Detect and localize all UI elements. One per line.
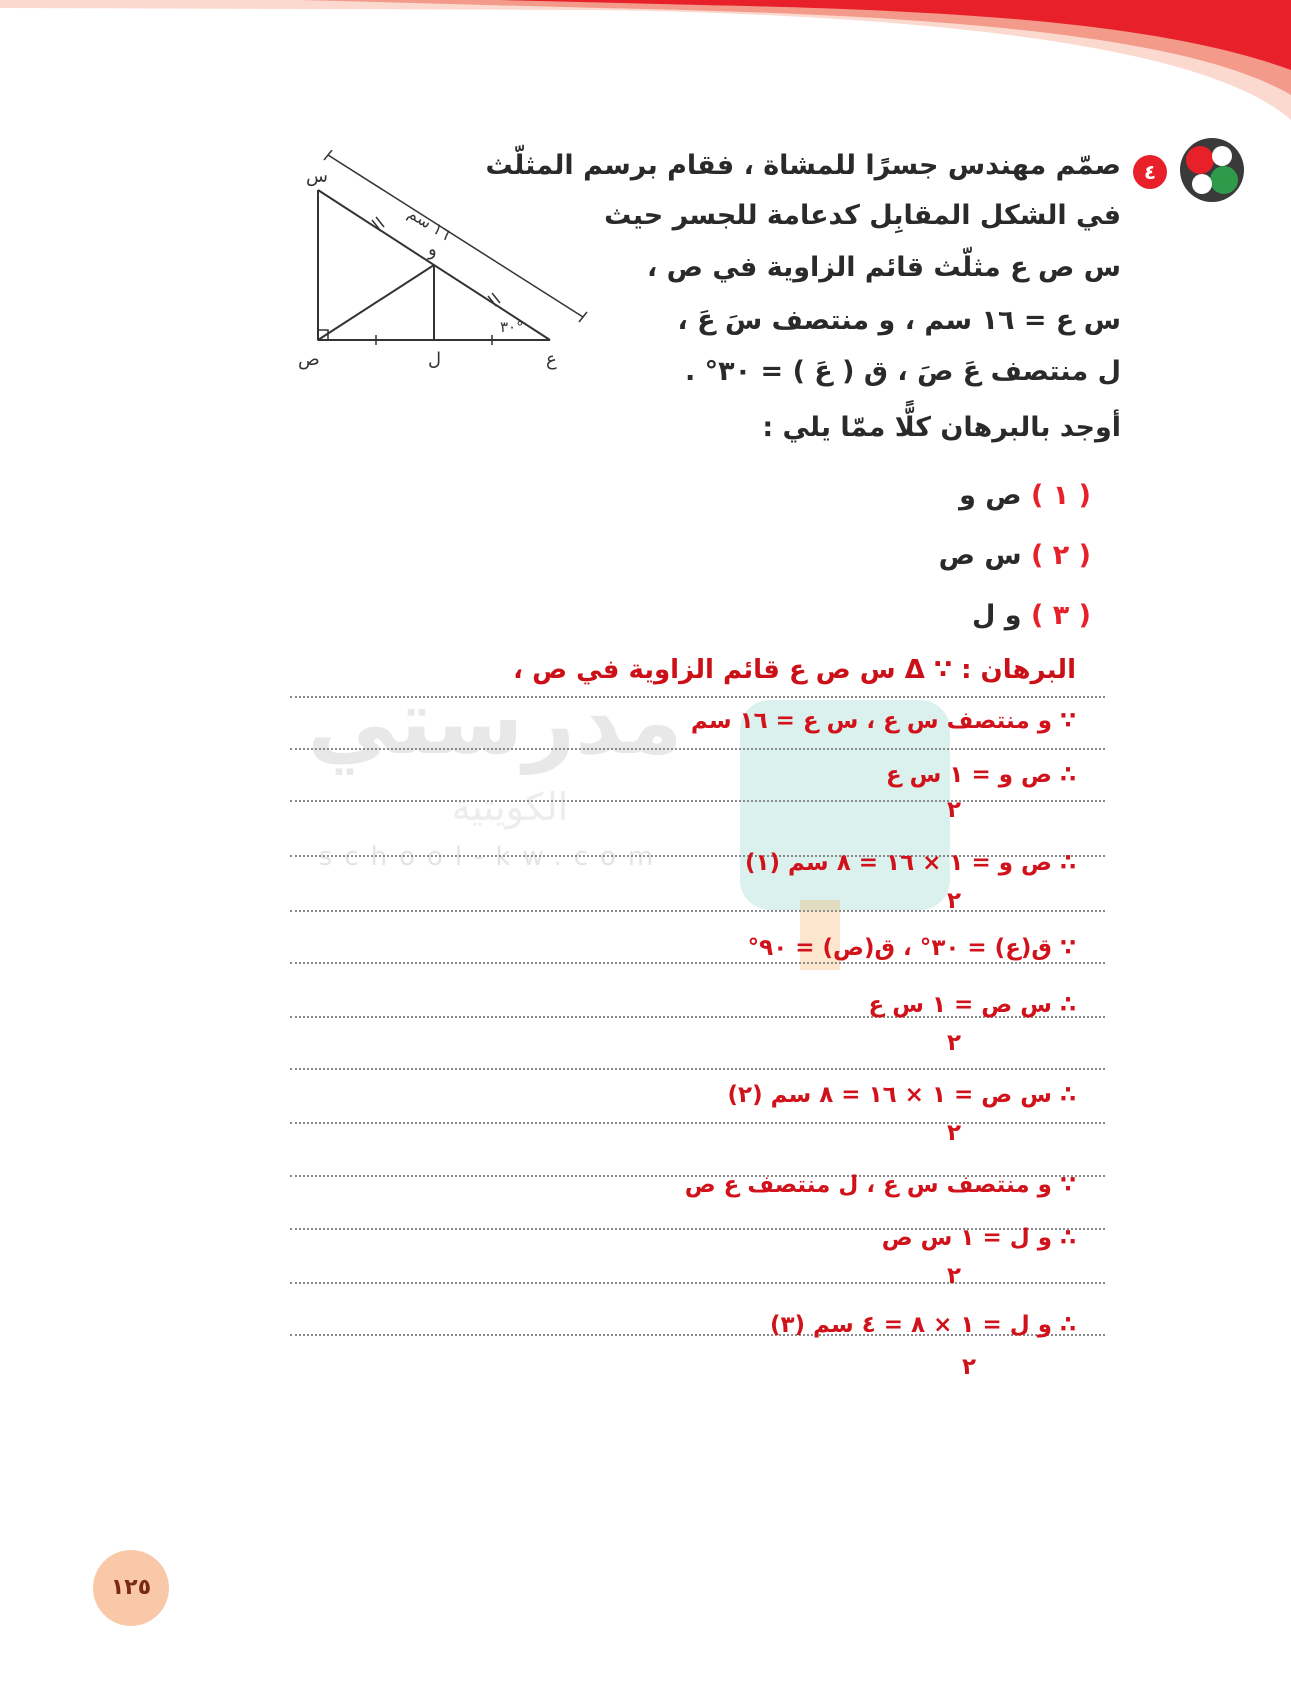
part-1-label: ص و (959, 480, 1022, 511)
proof-line-6: ∴ س ص = ١ س ع (868, 992, 1076, 1018)
part-3-label: و ل (971, 600, 1022, 631)
median-sad-waw (318, 265, 434, 340)
ruled-line (290, 748, 1105, 750)
label-waw: و (428, 239, 437, 260)
label-sad: ص (298, 349, 320, 370)
watermark-sub: الكويتية (451, 785, 569, 829)
proof-denominator-6: ٢ (961, 1354, 976, 1380)
activity-logo-icon (1172, 130, 1252, 210)
proof-line-10: ∴ و ل = ١ × ٨ = ٤ سم (٣) (769, 1312, 1076, 1338)
proof-denominator-1: ٢ (946, 797, 961, 823)
ruled-line (290, 910, 1105, 912)
proof-line-2: ∵ و منتصف س ع ، س ع = ١٦ سم (690, 708, 1076, 734)
ruled-line (290, 1282, 1105, 1284)
label-ain: ع (546, 349, 557, 370)
dimension-line (328, 155, 583, 317)
proof-denominator-2: ٢ (946, 888, 961, 914)
part-2-number: ( ٢ ) (1031, 540, 1091, 571)
proof-denominator-3: ٢ (946, 1030, 961, 1056)
problem-line-4: س ع = ١٦ سم ، و منتصف سَ عَ ، (677, 305, 1121, 336)
part-3-number: ( ٣ ) (1031, 600, 1091, 631)
ruled-line (290, 800, 1105, 802)
ruled-line (290, 696, 1105, 698)
ruled-line (290, 962, 1105, 964)
problem-line-1: صمّم مهندس جسرًا للمشاة ، فقام برسم المثلّث (485, 150, 1121, 181)
label-angle: ٣٠° (500, 318, 524, 336)
part-1-number: ( ١ ) (1031, 480, 1091, 511)
ruled-line (290, 1068, 1105, 1070)
proof-line-1 (513, 655, 1076, 685)
proof-line-1-text: ∵ Δ س ص ع قائم الزاوية في ص ، (513, 655, 953, 685)
triangle-diagram (288, 150, 608, 380)
proof-line-7: ∴ س ص = ١ × ١٦ = ٨ سم (٢) (727, 1082, 1076, 1108)
problem-number-badge: ٤ (1133, 155, 1167, 189)
ruled-line (290, 1122, 1105, 1124)
watermark-latin: school-kw.com (318, 842, 666, 872)
proof-title: البرهان : (961, 655, 1076, 685)
label-length: ١٦ سم (404, 203, 455, 245)
problem-line-3: س ص ع مثلّث قائم الزاوية في ص ، (646, 252, 1121, 283)
proof-denominator-5: ٢ (946, 1263, 961, 1289)
label-lam: ل (428, 349, 442, 370)
watermark-arabic: مدرستي (307, 670, 683, 775)
proof-line-4: ∴ ص و = ١ × ١٦ = ٨ سم (١) (744, 850, 1076, 876)
part-3 (972, 600, 1091, 631)
proof-line-5: ∵ ق(ع) = ٣٠° ، ق(ص) = ٩٠° (747, 935, 1076, 961)
label-s: س (306, 166, 328, 187)
part-2-label: س ص (938, 540, 1022, 571)
proof-line-8: ∵ و منتصف س ع ، ل منتصف ع ص (684, 1172, 1076, 1198)
problem-line-2: في الشكل المقابِل كدعامة للجسر حيث (604, 200, 1121, 231)
problem-line-5: ل منتصف عَ صَ ، ق ( عَ ) = ٣٠° . (685, 356, 1121, 387)
proof-line-9: ∴ و ل = ١ س ص (881, 1225, 1076, 1251)
proof-line-3: ∴ ص و = ١ س ع (885, 762, 1076, 788)
top-decorative-band (0, 0, 1291, 150)
part-2 (939, 540, 1091, 571)
part-1 (959, 480, 1091, 511)
watermark (300, 650, 1000, 980)
page-number: ١٢٥ (93, 1550, 169, 1626)
proof-denominator-4: ٢ (946, 1120, 961, 1146)
problem-instruction: أوجد بالبرهان كلًّا ممّا يلي : (762, 412, 1121, 443)
